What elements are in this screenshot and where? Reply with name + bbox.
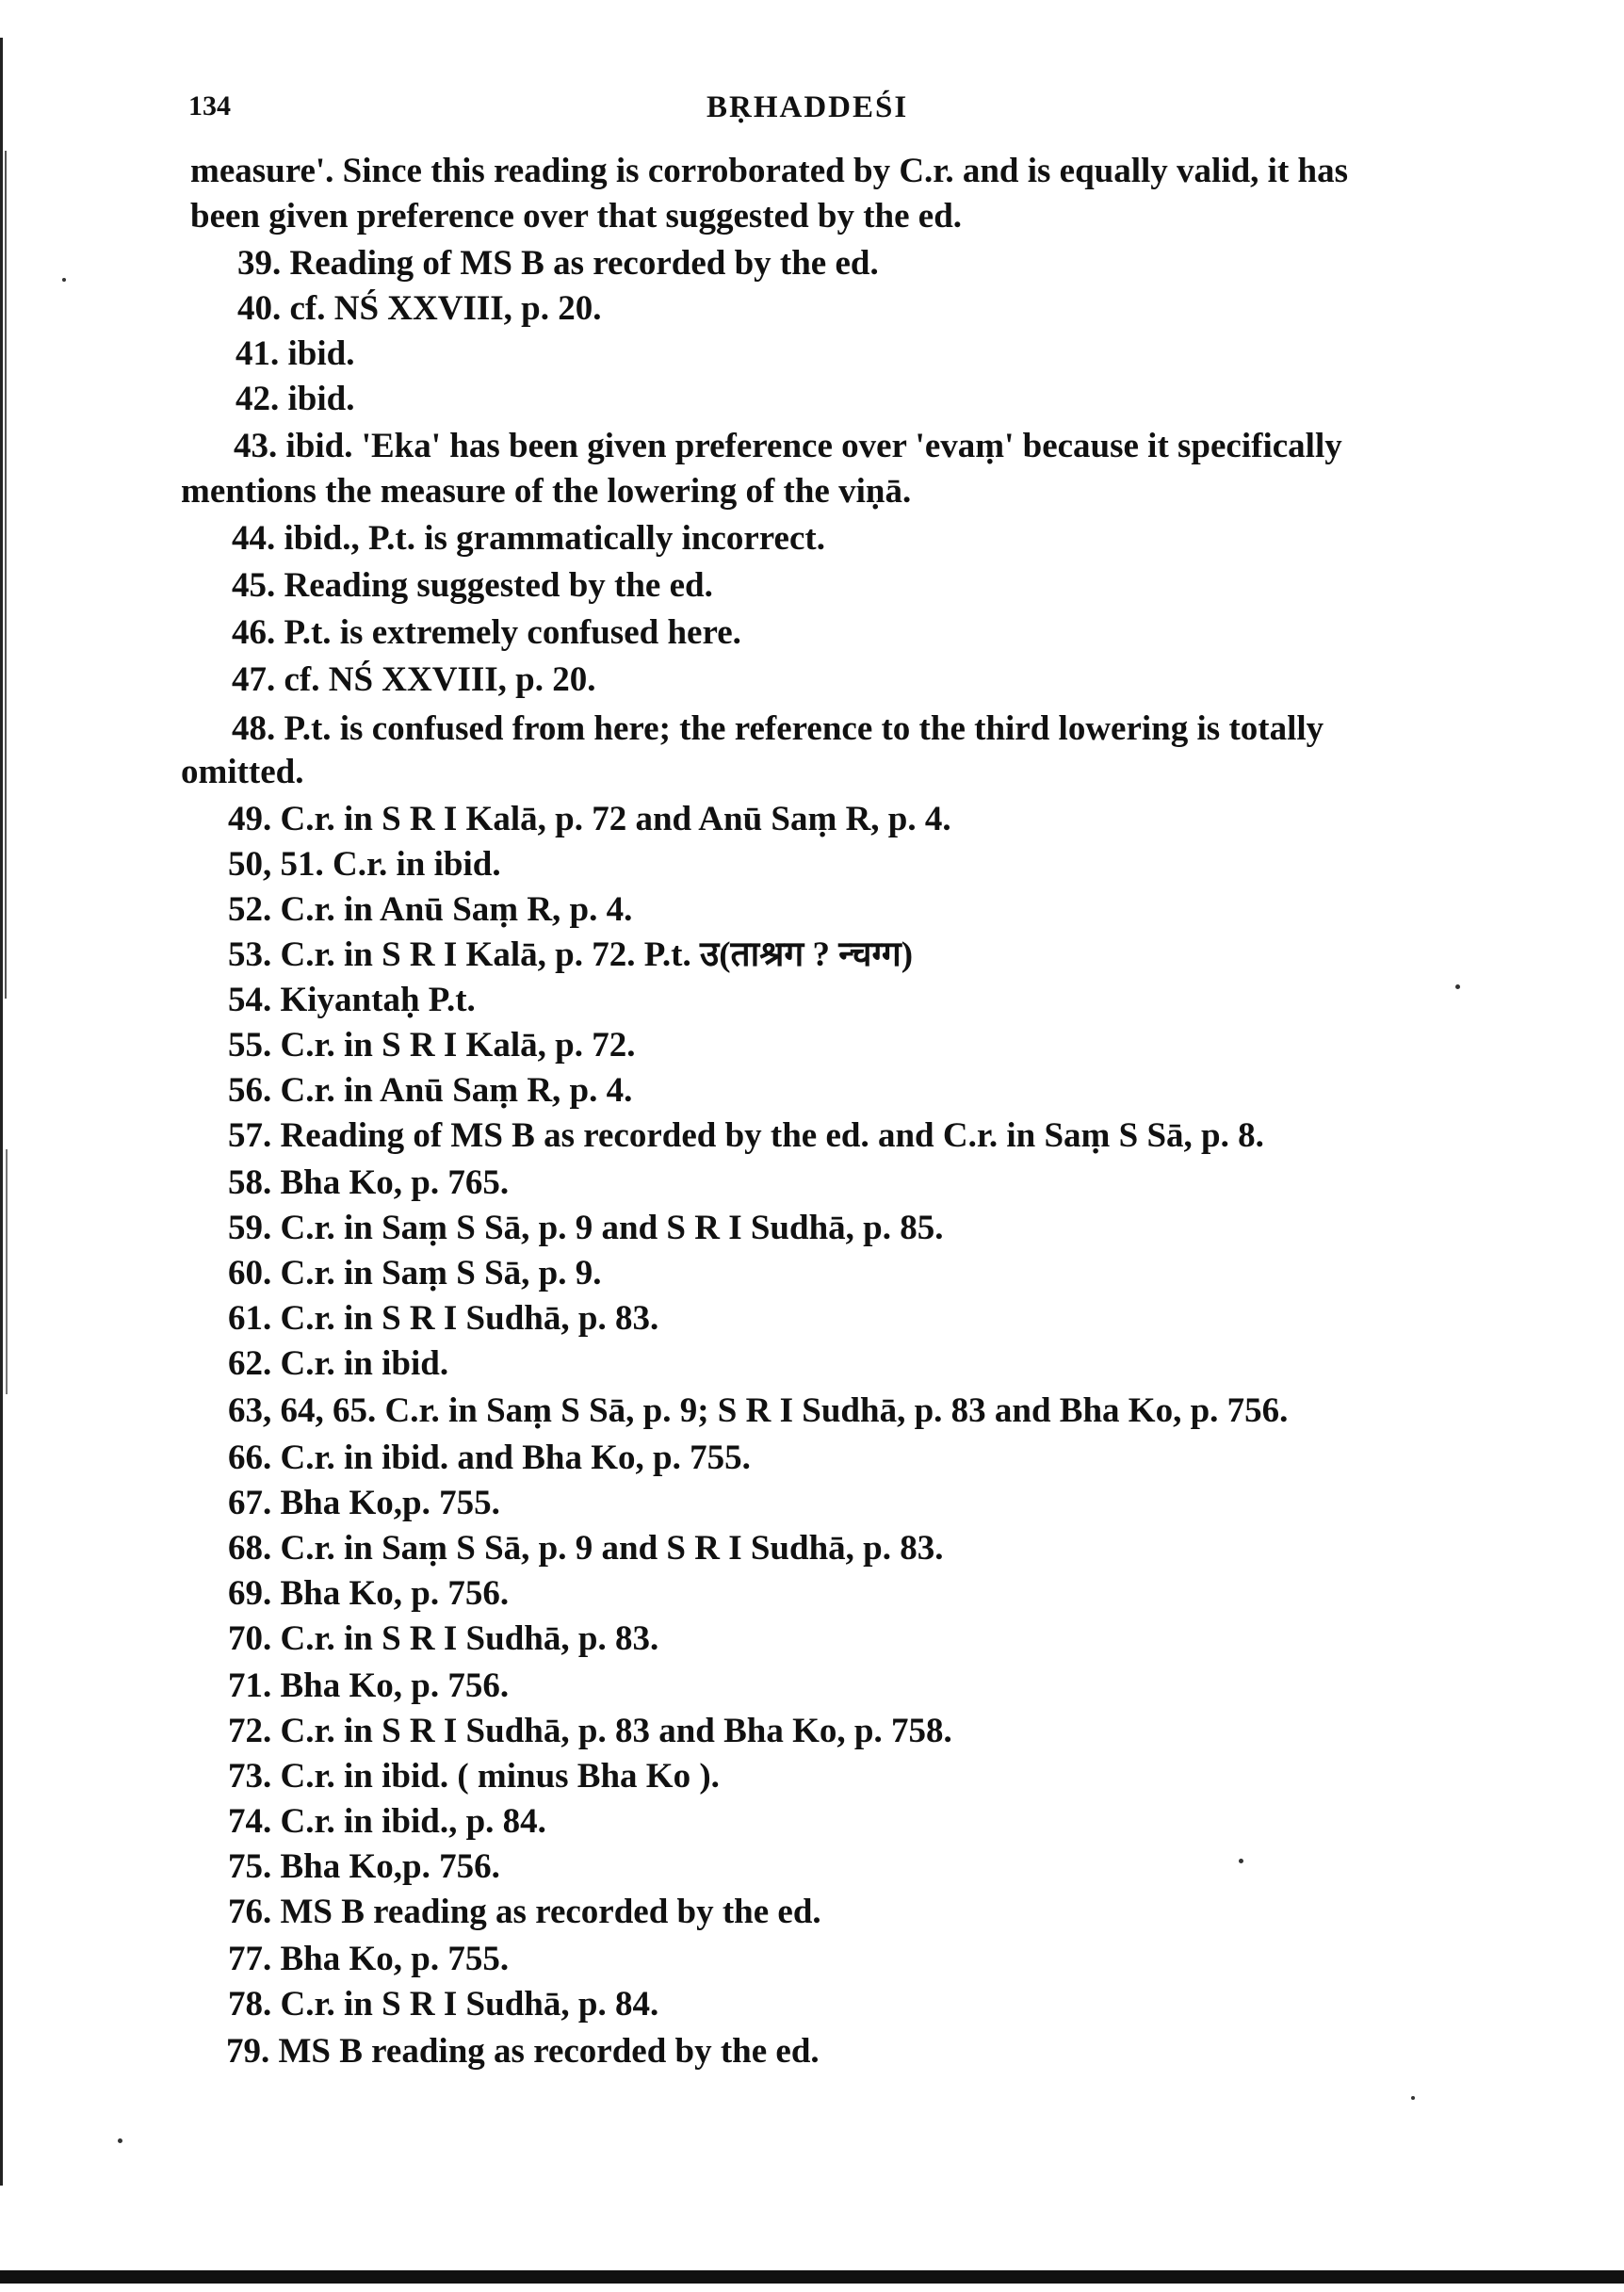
note-line: 77. Bha Ko, p. 755. <box>228 1940 510 1978</box>
note-line: 79. MS B reading as recorded by the ed. <box>226 2032 820 2071</box>
note-line: 69. Bha Ko, p. 756. <box>228 1574 510 1613</box>
note-line: 57. Reading of MS B as recorded by the ed. and C.r. in Saṃ S Sā, p. 8. <box>228 1116 1264 1155</box>
note-line: 55. C.r. in S R I Kalā, p. 72. <box>228 1026 636 1065</box>
note-line: measure'. Since this reading is corroborated by C.r. and is equally valid, it has <box>190 152 1349 190</box>
note-line: 42. ibid. <box>235 380 355 418</box>
binding-shadow <box>6 1149 8 1394</box>
note-line: 48. P.t. is confused from here; the reference to the third lowering is totally <box>232 709 1324 748</box>
note-line: 73. C.r. in ibid. ( minus Bha Ko ). <box>228 1757 720 1796</box>
note-line: 63, 64, 65. C.r. in Saṃ S Sā, p. 9; S R I Sudhā, p. 83 and Bha Ko, p. 756. <box>228 1391 1289 1430</box>
note-line: 75. Bha Ko,p. 756. <box>228 1847 500 1886</box>
note-line: 67. Bha Ko,p. 755. <box>228 1484 500 1522</box>
scan-speck <box>118 2138 122 2143</box>
note-line: 53. C.r. in S R I Kalā, p. 72. P.t. उ(ताश्रग ? न्चग्ग) <box>228 935 914 974</box>
note-line: 56. C.r. in Anū Saṃ R, p. 4. <box>228 1071 633 1110</box>
binding-shadow <box>0 38 3 2186</box>
note-line: 78. C.r. in S R I Sudhā, p. 84. <box>228 1985 659 2024</box>
note-line: 52. C.r. in Anū Saṃ R, p. 4. <box>228 890 633 929</box>
scan-bottom-edge <box>0 2270 1624 2284</box>
note-line: 71. Bha Ko, p. 756. <box>228 1666 510 1705</box>
note-line: 66. C.r. in ibid. and Bha Ko, p. 755. <box>228 1439 751 1477</box>
note-line: 43. ibid. 'Eka' has been given preference over 'evaṃ' because it specifically <box>234 427 1342 465</box>
note-line: 72. C.r. in S R I Sudhā, p. 83 and Bha Ko, p. 758. <box>228 1712 952 1750</box>
note-line: 45. Reading suggested by the ed. <box>232 566 713 605</box>
note-line: 58. Bha Ko, p. 765. <box>228 1163 510 1202</box>
page-number: 134 <box>188 90 231 122</box>
note-line: 49. C.r. in S R I Kalā, p. 72 and Anū Saṃ R, p. 4. <box>228 800 951 838</box>
note-line: 76. MS B reading as recorded by the ed. <box>228 1893 821 1931</box>
note-line: 44. ibid., P.t. is grammatically incorrect. <box>232 519 825 558</box>
note-line: omitted. <box>181 753 304 791</box>
running-head: BṚHADDEŚI <box>706 90 909 124</box>
scan-speck <box>1411 2096 1415 2100</box>
scan-speck <box>62 278 66 282</box>
page-header <box>188 90 1483 138</box>
binding-edge <box>0 38 9 2186</box>
note-line: 39. Reading of MS B as recorded by the ed. <box>237 244 879 283</box>
note-line: mentions the measure of the lowering of the viṇā. <box>181 472 912 511</box>
note-line: 40. cf. NŚ XXVIII, p. 20. <box>237 289 602 328</box>
binding-shadow <box>5 151 7 999</box>
note-line: 60. C.r. in Saṃ S Sā, p. 9. <box>228 1254 602 1292</box>
note-line: 50, 51. C.r. in ibid. <box>228 845 501 884</box>
note-line: 47. cf. NŚ XXVIII, p. 20. <box>232 660 596 699</box>
note-line: 59. C.r. in Saṃ S Sā, p. 9 and S R I Sudhā, p. 85. <box>228 1209 944 1247</box>
note-line: been given preference over that suggested by the ed. <box>190 197 963 236</box>
note-line: 70. C.r. in S R I Sudhā, p. 83. <box>228 1619 659 1658</box>
note-line: 61. C.r. in S R I Sudhā, p. 83. <box>228 1299 659 1338</box>
note-line: 46. P.t. is extremely confused here. <box>232 613 741 652</box>
note-line: 41. ibid. <box>235 334 355 373</box>
note-line: 62. C.r. in ibid. <box>228 1344 449 1383</box>
note-line: 68. C.r. in Saṃ S Sā, p. 9 and S R I Sudhā, p. 83. <box>228 1529 944 1568</box>
scan-speck <box>1455 984 1460 989</box>
note-line: 54. Kiyantaḥ P.t. <box>228 981 476 1019</box>
scan-speck <box>1239 1859 1243 1863</box>
note-line: 74. C.r. in ibid., p. 84. <box>228 1802 546 1841</box>
